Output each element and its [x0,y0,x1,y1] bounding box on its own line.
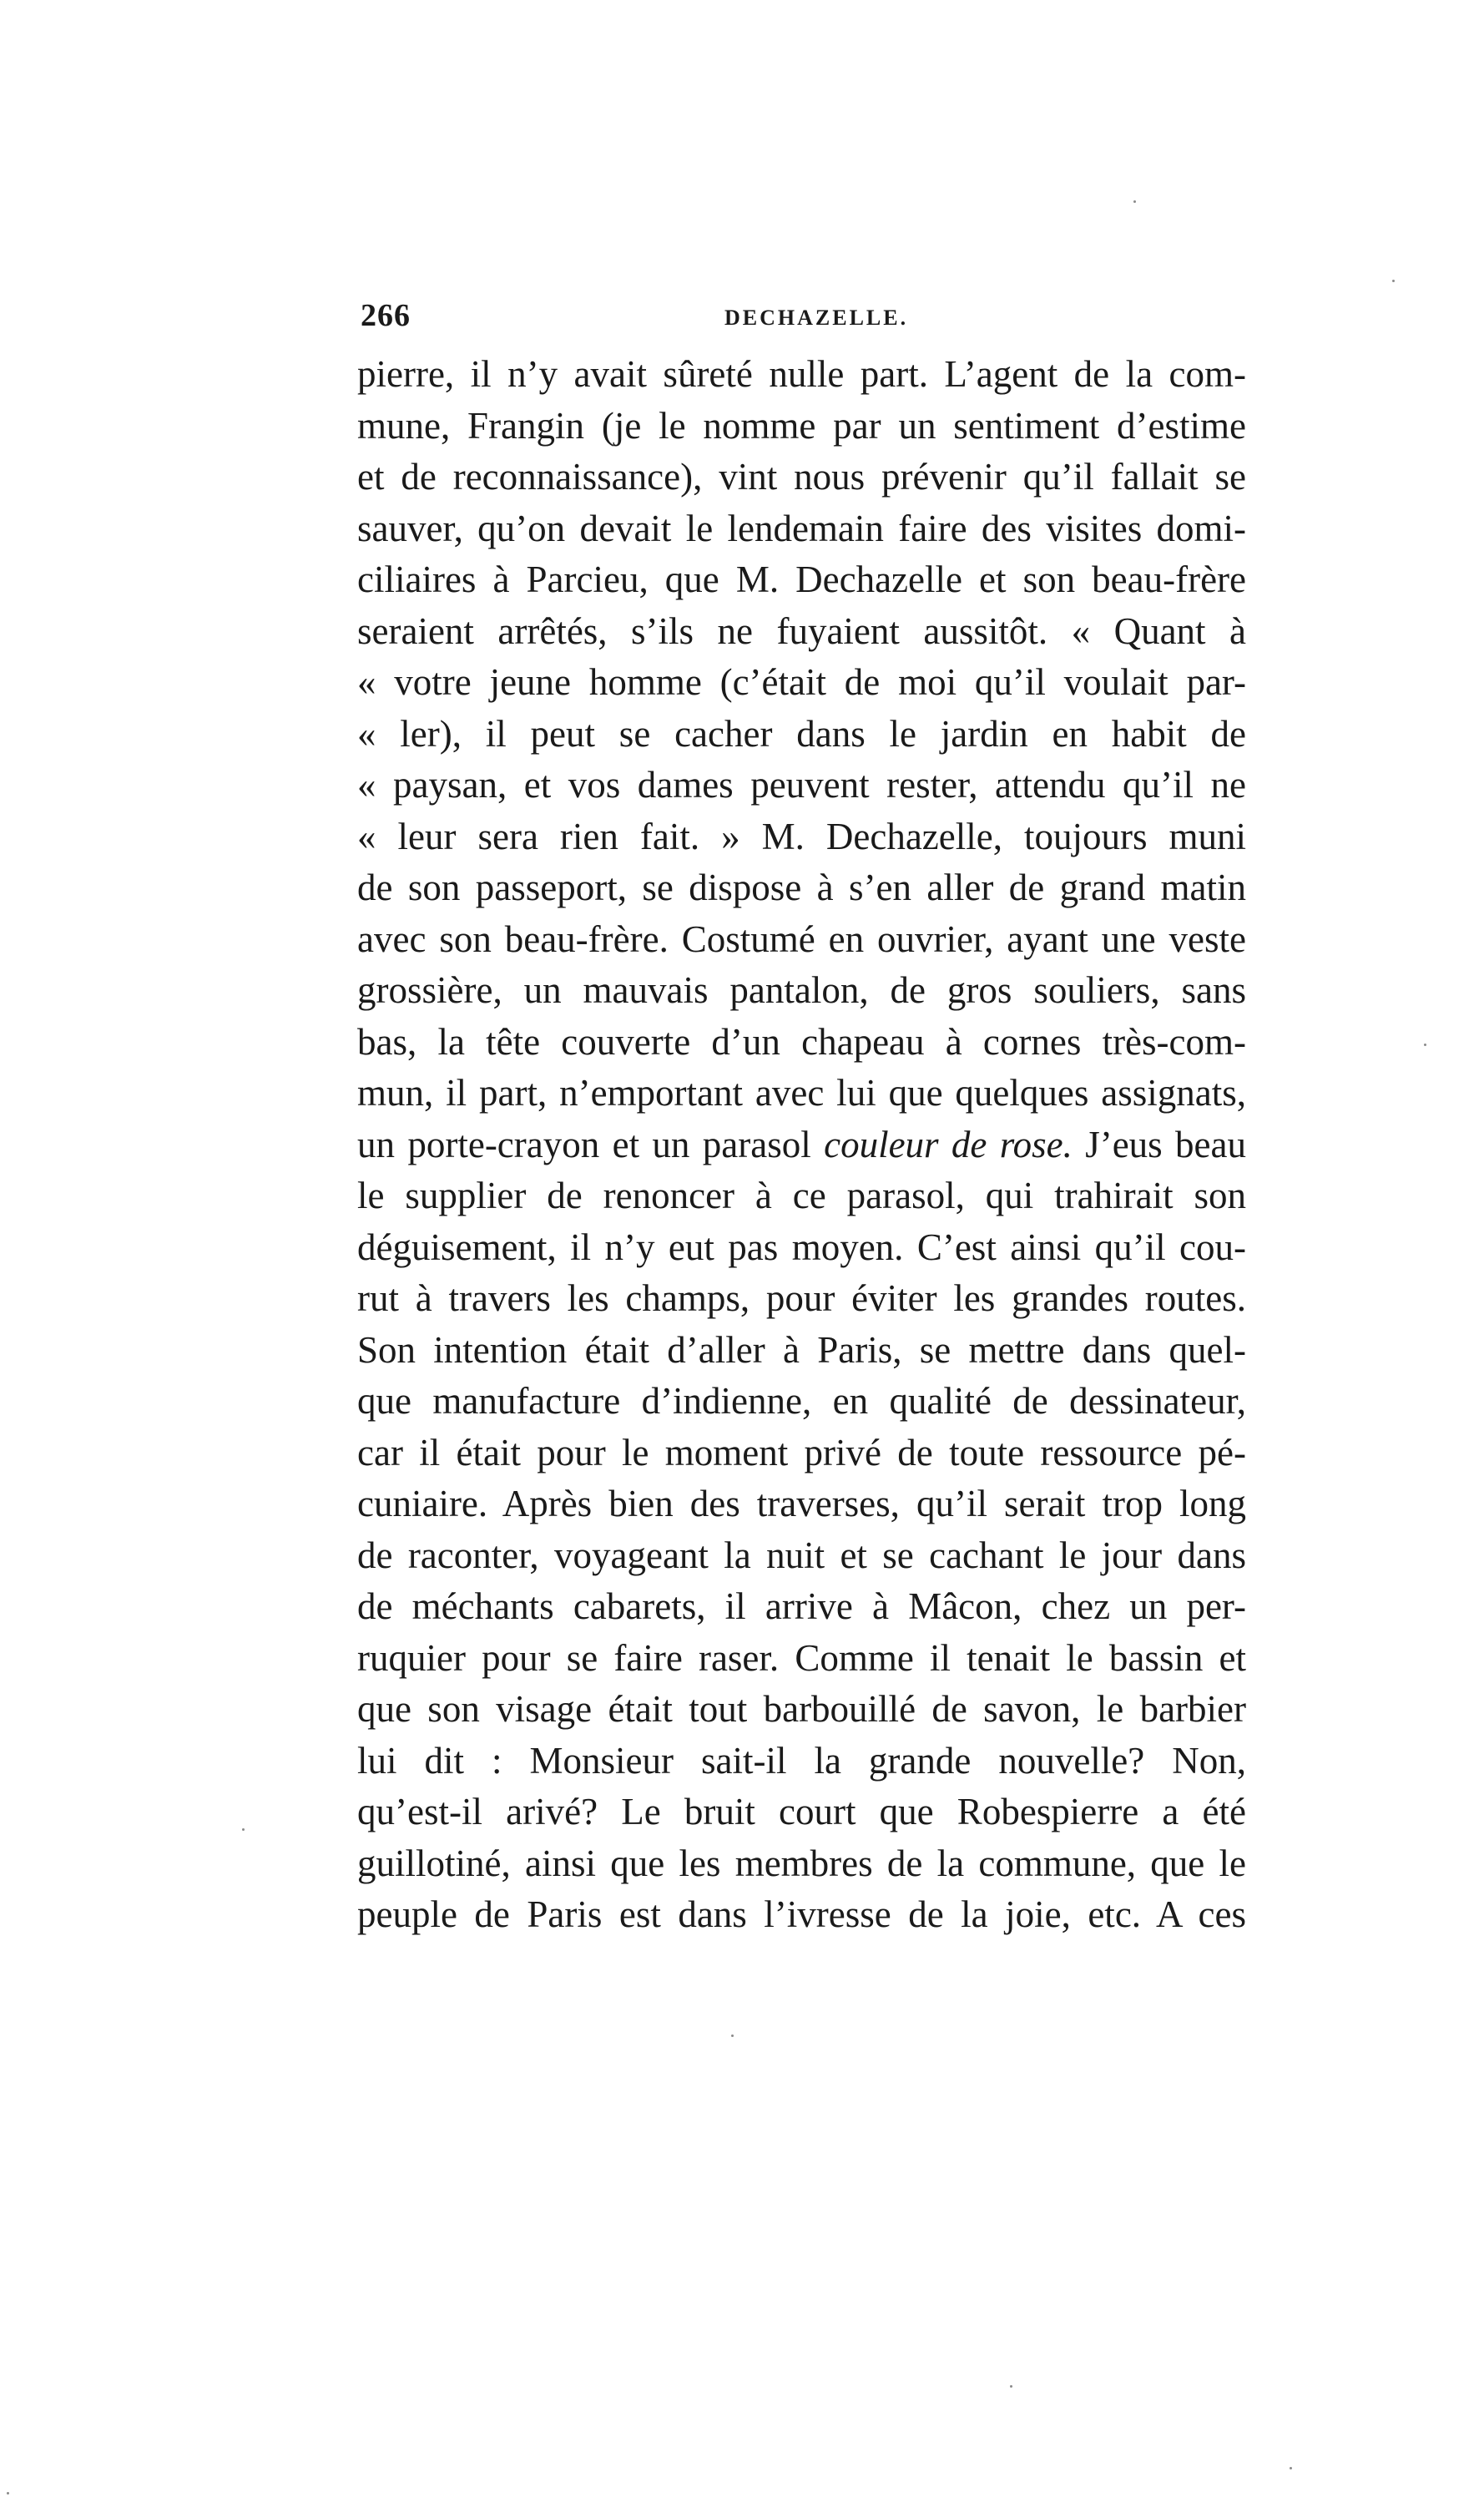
text-line: grossière, un mauvais pantalon, de gros souliers, sans [357,969,1246,1011]
text-line: seraient arrêtés, s’ils ne fuyaient aussitôt. « Quant à [357,609,1246,652]
text-line: que manufacture d’indienne, en qualité de dessinateur, [357,1380,1246,1422]
text-line: ruquier pour se faire raser. Comme il tenait le bassin et [357,1636,1246,1679]
text-line: sauver, qu’on devait le lendemain faire des visites domi- [357,507,1246,549]
text-line: et de reconnaissance), vint nous prévenir qu’il fallait se [357,456,1246,498]
text-line: peuple de Paris est dans l’ivresse de la joie, etc. A ces [357,1893,1246,1935]
paper-speck [731,2034,734,2037]
text-line: ciliaires à Parcieu, que M. Dechazelle et son beau-frère [357,559,1246,600]
text-line: qu’est-il arivé? Le bruit court que Robespierre a été [357,1791,1246,1832]
text-segment: un porte-crayon et un parasol [357,1123,811,1165]
paper-speck [1424,1044,1426,1046]
text-line: mun, il part, n’emportant avec lui que quelques assignats, [357,1072,1246,1114]
text-line: de son passeport, se dispose à s’en aller de grand matin [357,867,1246,908]
text-line: de méchants cabarets, il arrive à Mâcon, chez un per- [357,1585,1246,1627]
text-line: que son visage était tout barbouillé de savon, le barbier [357,1688,1246,1730]
italic-phrase: couleur de rose. [824,1123,1073,1165]
text-line-mixed [357,1120,1246,1171]
running-head [357,292,1242,342]
text-line: cuniaire. Après bien des traverses, qu’il serait trop long [357,1483,1246,1524]
text-line: rut à travers les champs, pour éviter les grandes routes. [357,1277,1246,1319]
text-line: déguisement, il n’y eut pas moyen. C’est ainsi qu’il cou- [357,1226,1246,1268]
text-line: Son intention était d’aller à Paris, se mettre dans quel- [357,1328,1246,1371]
text-line: mune, Frangin (je le nomme par un sentiment d’estime [357,404,1246,447]
page-number: 266 [361,298,411,333]
text-line: lui dit : Monsieur sait-il la grande nouvelle? Non, [357,1739,1246,1782]
text-line: pierre, il n’y avait sûreté nulle part. L’agent de la com- [357,353,1246,395]
text-line: « votre jeune homme (c’était de moi qu’il voulait par- [357,661,1246,703]
running-title: DECHAZELLE. [724,306,909,330]
text-line: « leur sera rien fait. » M. Dechazelle, toujours muni [357,815,1246,857]
text-line: bas, la tête couverte d’un chapeau à cornes très-com- [357,1020,1246,1063]
paper-speck [1392,280,1395,282]
text-line: car il était pour le moment privé de toute ressource pé- [357,1431,1246,1473]
text-line: le supplier de renoncer à ce parasol, qui trahirait son [357,1175,1246,1216]
text-line: « paysan, et vos dames peuvent rester, attendu qu’il ne [357,764,1246,806]
paper-speck [7,2492,9,2494]
text-line: « ler), il peut se cacher dans le jardin en habit de [357,712,1246,755]
text-line: de raconter, voyageant la nuit et se cachant le jour dans [357,1534,1246,1576]
paper-speck [1133,200,1136,203]
paper-speck [1010,2385,1012,2388]
paper-speck [1290,2467,1292,2469]
paper-speck [242,1828,245,1831]
text-line: guillotiné, ainsi que les membres de la commune, que le [357,1842,1246,1884]
text-line: avec son beau-frère. Costumé en ouvrier, ayant une veste [357,917,1246,960]
text-segment: J’eus beau [1085,1123,1246,1165]
body-text [357,349,1246,1941]
